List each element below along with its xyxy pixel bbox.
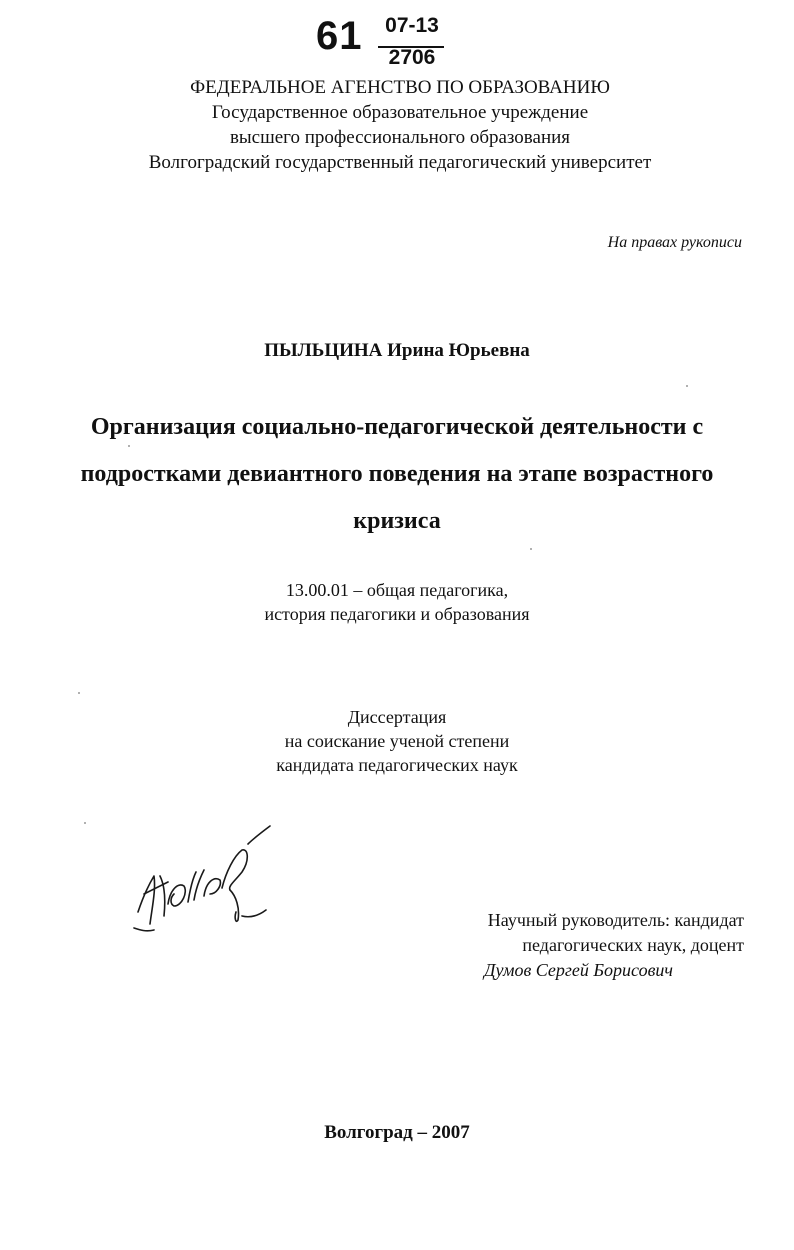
rights-note: На правах рукописи [607, 234, 742, 251]
supervisor-role: Научный руководитель: кандидат [487, 910, 744, 930]
catalog-stamp [316, 10, 446, 72]
specialty-name: история педагогики и образования [264, 604, 530, 624]
scan-speck [686, 385, 688, 387]
specialty-code: 13.00.01 – общая педагогика, [285, 580, 509, 600]
title-line: подростками девиантного поведения на этапе возрастного [80, 461, 714, 487]
scan-speck [78, 692, 80, 694]
scan-speck [128, 445, 130, 447]
specialty-block [0, 578, 794, 626]
title-line: Организация социально-педагогической деятельности с [90, 414, 704, 440]
organization-header [60, 75, 740, 175]
dissertation-block [0, 705, 794, 777]
dissertation-title [40, 404, 754, 545]
supervisor-degree: педагогических наук, доцент [522, 935, 744, 955]
agency-name: ФЕДЕРАЛЬНОЕ АГЕНСТВО ПО ОБРАЗОВАНИЮ [190, 77, 610, 98]
city-year: Волгоград – 2007 [324, 1122, 470, 1143]
scan-speck [84, 822, 86, 824]
degree-name: кандидата педагогических наук [276, 755, 518, 775]
institution-level: высшего профессионального образования [229, 127, 571, 148]
catalog-upper-number: 07-13 [385, 14, 439, 37]
university-name: Волгоградский государственный педагогический университет [148, 152, 652, 173]
supervisor-name: Думов Сергей Борисович [484, 960, 673, 980]
author-name: ПЫЛЬЦИНА Ирина Юрьевна [264, 340, 530, 361]
degree-line: на соискание ученой степени [284, 731, 510, 751]
institution-type: Государственное образовательное учреждение [211, 102, 589, 123]
handwritten-signature-icon [130, 820, 290, 940]
supervisor-block [400, 908, 744, 983]
dissertation-label: Диссертация [347, 707, 447, 727]
scan-speck [530, 548, 532, 550]
catalog-prefix: 61 [316, 14, 363, 58]
title-line: кризиса [353, 508, 441, 534]
catalog-lower-number: 2706 [388, 46, 436, 69]
